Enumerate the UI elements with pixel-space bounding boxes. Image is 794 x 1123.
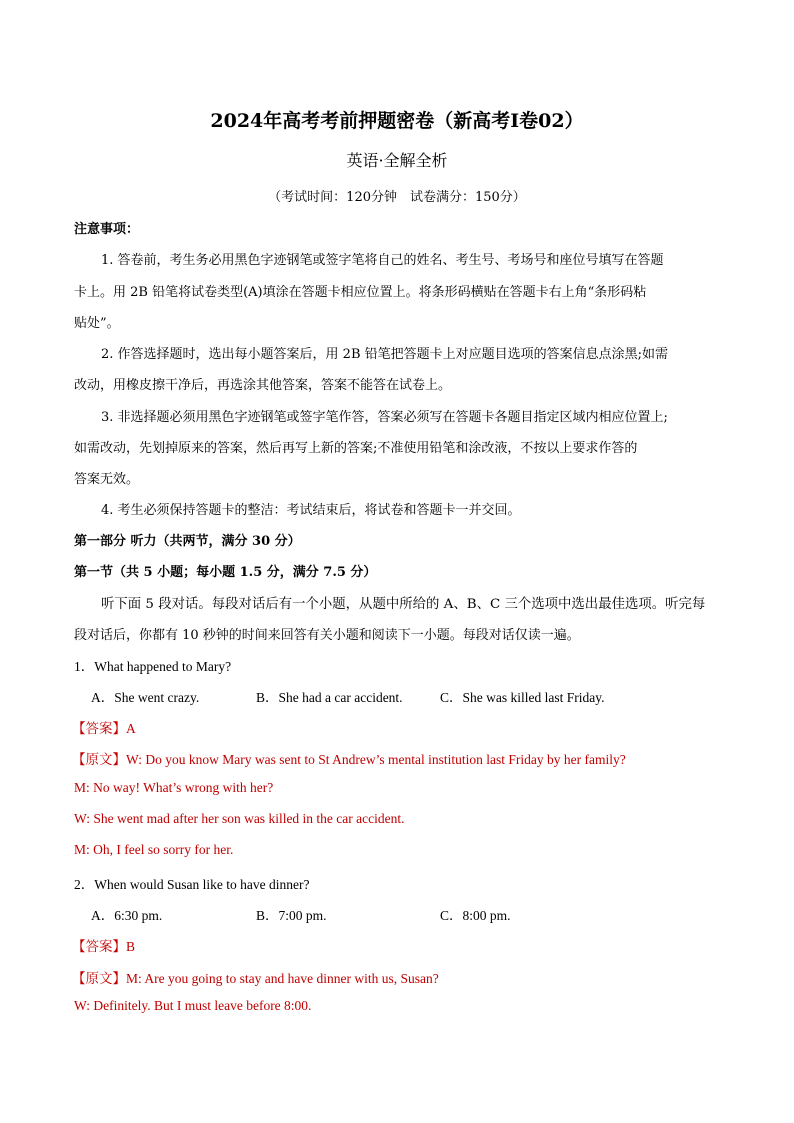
notice-line: 4. 考生必须保持答题卡的整洁：考试结束后，将试卷和答题卡一并交回。	[101, 503, 521, 518]
answer-tag: 【答案】	[72, 721, 126, 737]
answer-value: A	[126, 721, 136, 736]
page-subtitle: 英语·全解全析	[346, 151, 448, 170]
script-text: W: Do you know Mary was sent to St Andrew’s mental institution last Friday by her family?	[126, 752, 626, 767]
notice-line: 3. 非选择题必须用黑色字迹钢笔或签字笔作答，答案必须写在答题卡各题目指定区域内相应位置上;	[101, 410, 668, 425]
notice-line: 如需改动，先划掉原来的答案，然后再写上新的答案;不准使用铅笔和涂改液，不按以上要求作答的	[74, 441, 638, 456]
script-text: M: Are you going to stay and have dinner with us, Susan?	[126, 971, 439, 986]
answer-line	[72, 935, 135, 955]
option-b: B．She had a car accident.	[256, 690, 403, 705]
script-line	[72, 748, 626, 768]
script-line: W: She went mad after her son was killed in the car accident.	[74, 811, 405, 826]
option-b: B．7:00 pm.	[256, 908, 327, 923]
instructions-line: 听下面 5 段对话。每段对话后有一个小题，从题中所给的 A、B、C 三个选项中选出最佳选项。听完每	[101, 597, 706, 612]
option-c: C．She was killed last Friday.	[440, 690, 605, 705]
answer-line	[72, 717, 136, 737]
notice-line: 1. 答卷前，考生务必用黑色字迹钢笔或签字笔将自己的姓名、考生号、考场号和座位号填写在答题	[101, 253, 664, 268]
notice-line: 卡上。用 2B 铅笔将试卷类型(A)填涂在答题卡相应位置上。将条形码横贴在答题卡右上角“条形码粘	[74, 285, 647, 300]
question-stem: 2．When would Susan like to have dinner?	[74, 877, 310, 892]
option-a: A．6:30 pm.	[91, 908, 163, 923]
notice-line: 改动，用橡皮擦干净后，再选涂其他答案，答案不能答在试卷上。	[74, 378, 452, 393]
option-a: A．She went crazy.	[91, 690, 200, 705]
script-line: M: Oh, I feel so sorry for her.	[74, 842, 234, 857]
part-heading: 第一部分 听力（共两节，满分 30 分）	[74, 534, 301, 549]
option-c: C．8:00 pm.	[440, 908, 511, 923]
notice-line: 2. 作答选择题时，选出每小题答案后，用 2B 铅笔把答题卡上对应题目选项的答案信息点涂黑;如需	[101, 347, 669, 362]
answer-value: B	[126, 939, 136, 954]
script-line: W: Definitely. But I must leave before 8:00.	[74, 998, 312, 1013]
script-tag: 【原文】	[72, 971, 126, 987]
answer-tag: 【答案】	[72, 939, 126, 955]
script-line: M: No way! What’s wrong with her?	[74, 780, 274, 795]
notice-line: 贴处”。	[74, 316, 120, 331]
page-title: 2024年高考考前押题密卷（新高考I卷02）	[210, 110, 584, 132]
section-heading: 第一节（共 5 小题；每小题 1.5 分，满分 7.5 分）	[74, 565, 377, 580]
notice-line: 答案无效。	[74, 472, 140, 487]
instructions-line: 段对话后，你都有 10 秒钟的时间来回答有关小题和阅读下一小题。每段对话仅读一遍。	[74, 628, 580, 643]
script-line	[72, 967, 439, 987]
script-tag: 【原文】	[72, 752, 126, 768]
question-stem: 1．What happened to Mary?	[74, 659, 232, 674]
exam-info: （考试时间：120分钟 试卷满分：150分）	[268, 190, 526, 205]
notice-heading: 注意事项：	[74, 222, 140, 237]
